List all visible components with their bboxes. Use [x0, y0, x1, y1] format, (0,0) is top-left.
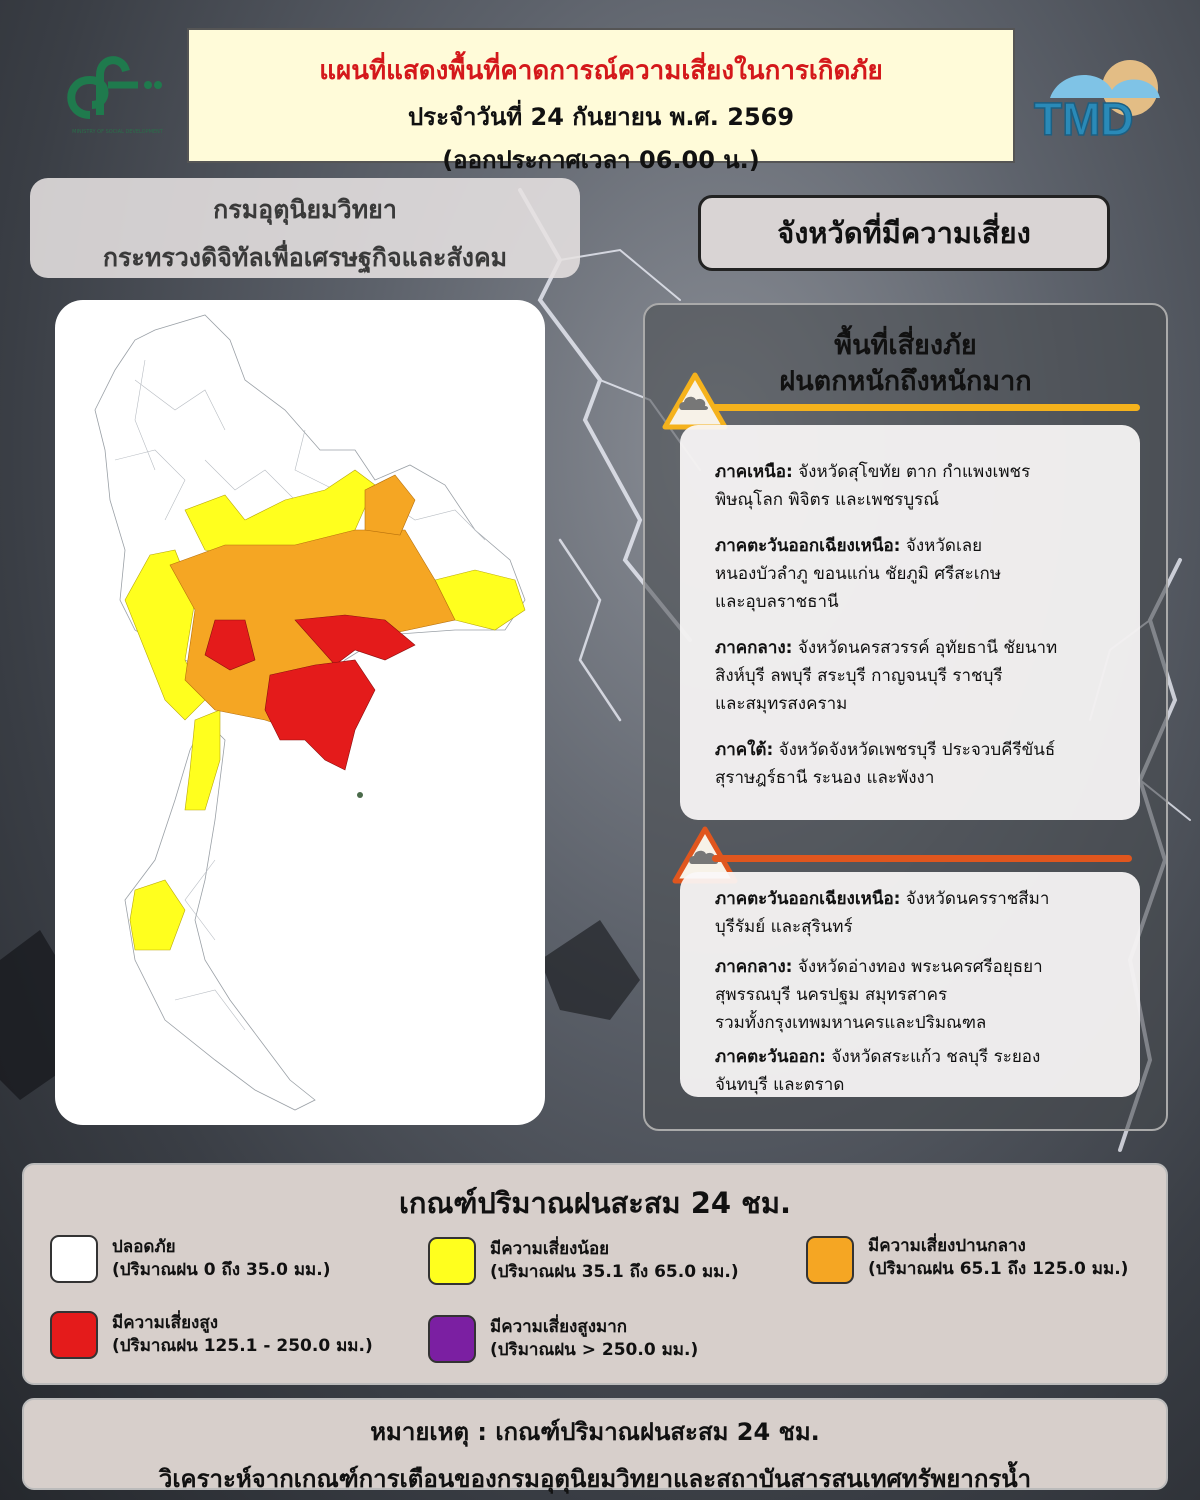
region-name: ภาคตะวันออกเฉียงเหนือ:: [715, 536, 901, 556]
province-line: จังหวัดจังหวัดเพชรบุรี ประจวบคีรีขันธ์: [778, 740, 1056, 760]
department-name: กรมอุตุนิยมวิทยา: [213, 195, 397, 224]
region-name: ภาคตะวันออกเฉียงเหนือ:: [715, 889, 901, 909]
ministry-logo-icon: [60, 45, 175, 129]
province-line: จังหวัดสระแก้ว ชลบุรี ระยอง: [831, 1047, 1041, 1067]
map-title: แผนที่แสดงพื้นที่คาดการณ์ความเสี่ยงในการเกิดภัย: [319, 56, 883, 86]
province-line: จันทบุรี และตราด: [715, 1075, 845, 1095]
legend-title: เกณฑ์ปริมาณฝนสะสม 24 ชม.: [398, 1186, 791, 1220]
warning-icon-medium: [662, 372, 728, 430]
risk-provinces-header: จังหวัดที่มีความเสี่ยง: [698, 195, 1110, 271]
legend-level: มีความเสี่ยงน้อย: [490, 1239, 610, 1259]
legend-swatch: [50, 1311, 98, 1359]
legend-label: [868, 1235, 1128, 1281]
legend-swatch: [806, 1236, 854, 1284]
legend-label: [490, 1316, 698, 1362]
region-name: ภาคกลาง:: [715, 638, 793, 658]
legend-level: มีความเสี่ยงปานกลาง: [868, 1236, 1026, 1256]
province-line: และสมุทรสงคราม: [715, 694, 848, 714]
province-line: และอุบลราชธานี: [715, 592, 839, 612]
note-line-1: หมายเหตุ : เกณฑ์ปริมาณฝนสะสม 24 ชม.: [370, 1418, 820, 1446]
ministry-caption: MINISTRY OF SOCIAL DEVELOPMENT: [72, 129, 163, 135]
legend-swatch: [428, 1237, 476, 1285]
note-box: [22, 1398, 1168, 1493]
region-name: ภาคใต้:: [715, 740, 774, 760]
province-line: จังหวัดนครราชสีมา: [905, 889, 1050, 909]
title-box: [187, 28, 1015, 174]
legend-range: (ปริมาณฝน > 250.0 มม.): [490, 1340, 699, 1360]
risk-entry: [715, 532, 1001, 616]
province-line: สุราษฎร์ธานี ระนอง และพังงา: [715, 768, 935, 788]
legend-range: (ปริมาณฝน 35.1 ถึง 65.0 มม.): [490, 1262, 739, 1282]
ministry-name: กระทรวงดิจิทัลเพื่อเศรษฐกิจและสังคม: [102, 243, 508, 272]
legend-range: (ปริมาณฝน 125.1 - 250.0 มม.): [112, 1336, 373, 1356]
risk-entry: [715, 736, 1055, 792]
map-date: ประจำวันที่ 24 กันยายน พ.ศ. 2569: [407, 103, 795, 131]
tmd-logo-text: TMD: [1034, 93, 1134, 145]
department-box: [30, 178, 580, 278]
legend-swatch: [428, 1315, 476, 1363]
legend-swatch: [50, 1235, 98, 1283]
thailand-risk-map: [55, 300, 545, 1125]
province-line: พิษณุโลก พิจิตร และเพชรบูรณ์: [715, 490, 940, 510]
legend-range: (ปริมาณฝน 0 ถึง 35.0 มม.): [112, 1260, 331, 1280]
province-line: จังหวัดสุโขทัย ตาก กำแพงเพชร: [798, 462, 1031, 482]
tmd-logo: [1030, 50, 1180, 145]
risk-entry: [715, 634, 1057, 718]
region-name: ภาคตะวันออก:: [715, 1047, 826, 1067]
issued-time: (ออกประกาศเวลา 06.00 น.): [442, 146, 760, 174]
risk-map-card: [55, 300, 545, 1125]
ministry-logo: [60, 45, 175, 145]
legend-label: [112, 1312, 373, 1358]
province-line: จังหวัดเลย: [905, 536, 983, 556]
legend-label: [112, 1236, 330, 1282]
panel-title-2: ฝนตกหนักถึงหนักมาก: [779, 366, 1032, 397]
province-line: รวมทั้งกรุงเทพมหานครและปริมณฑล: [715, 1013, 987, 1033]
legend-label: [490, 1238, 739, 1284]
legend-level: มีความเสี่ยงสูง: [112, 1313, 219, 1333]
region-name: ภาคเหนือ:: [715, 462, 793, 482]
map-area-high-bangkok: [265, 660, 375, 770]
risk-entry: [715, 458, 1030, 514]
map-island-marker: [357, 792, 363, 798]
legend-level: มีความเสี่ยงสูงมาก: [490, 1317, 628, 1337]
province-line: บุรีรัมย์ และสุรินทร์: [715, 917, 853, 937]
legend-range: (ปริมาณฝน 65.1 ถึง 125.0 มม.): [868, 1259, 1129, 1279]
panel-title-1: พื้นที่เสี่ยงภัย: [834, 330, 977, 361]
risk-entry: [715, 885, 1049, 941]
province-line: จังหวัดนครสวรรค์ อุทัยธานี ชัยนาท: [797, 638, 1058, 658]
note-line-2: วิเคราะห์จากเกณฑ์การเตือนของกรมอุตุนิยมวิทยาและสถาบันสารสนเทศทรัพยากรน้ำ: [158, 1465, 1032, 1493]
region-name: ภาคกลาง:: [715, 957, 793, 977]
legend-level: ปลอดภัย: [112, 1237, 176, 1257]
high-risk-bar: [712, 855, 1132, 862]
province-line: หนองบัวลำภู ขอนแก่น ชัยภูมิ ศรีสะเกษ: [715, 564, 1002, 584]
province-line: สิงห์บุรี ลพบุรี สระบุรี กาญจนบุรี ราชบุรี: [715, 666, 1003, 686]
province-line: สุพรรณบุรี นครปฐม สมุทรสาคร: [715, 985, 948, 1005]
medium-risk-bar: [712, 404, 1140, 411]
risk-entry: [715, 1043, 1040, 1099]
risk-entry: [715, 953, 1043, 1037]
province-line: จังหวัดอ่างทอง พระนครศรีอยุธยา: [797, 957, 1043, 977]
